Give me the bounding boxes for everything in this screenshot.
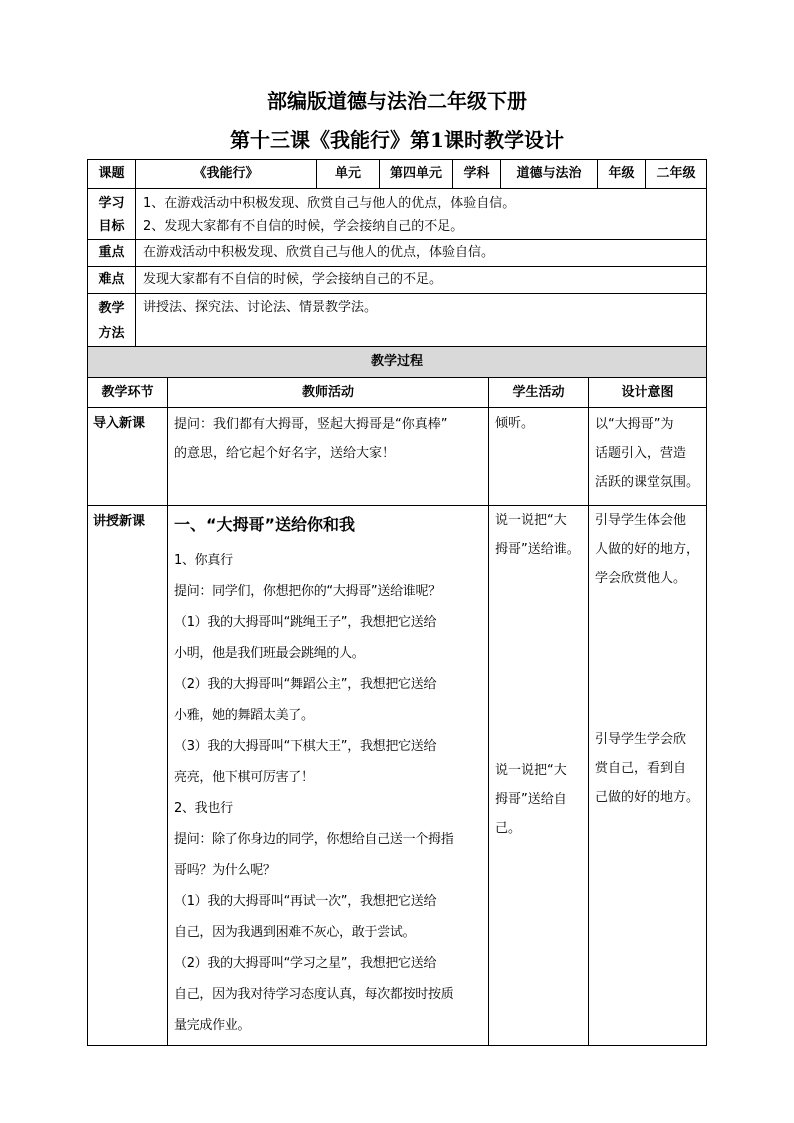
key-point-label: 重点 (98, 245, 125, 260)
difficulty-value: 发现大家都有不自信的时候，学会接纳自己的不足。 (143, 272, 443, 287)
new-lesson-intent-2 (595, 725, 705, 812)
student-line: 己。 (495, 821, 522, 836)
intent-line: 引导学生体会他 (595, 513, 687, 528)
grade-value: 二年级 (656, 166, 696, 181)
grade-label: 年级 (608, 166, 635, 181)
intent-line: 引导学生学会欣 (595, 732, 687, 747)
teacher-line: （2）我的大拇哥叫“舞蹈公主”，我想把它送给 (174, 677, 437, 692)
teacher-line: 1、你真行 (174, 553, 233, 568)
teacher-line: 自己，因为我对待学习态度认真，每次都按时按质 (174, 987, 454, 1002)
teacher-line: （1）我的大拇哥叫“再试一次”，我想把它送给 (174, 894, 437, 909)
new-lesson-student-1 (495, 506, 587, 564)
intro-intent-line: 活跃的课堂氛围。 (595, 475, 700, 490)
column-header-stage: 教学环节 (101, 385, 154, 400)
goals-label-line1: 学习 (98, 196, 125, 211)
key-point-value: 在游戏活动中积极发现、欣赏自己与他人的优点，体验自信。 (143, 245, 495, 260)
teacher-line: 哥吗？为什么呢？ (174, 863, 276, 878)
student-line: 说一说把“大 (495, 763, 567, 778)
method-label (88, 296, 135, 346)
intent-line: 己做的好的地方。 (595, 790, 700, 805)
intro-student: 倾听。 (495, 416, 535, 431)
intro-teacher-line: 的意思，给它起个好名字，送给大家！ (174, 446, 396, 461)
unit-label: 单元 (334, 166, 361, 181)
intent-line: 人做的好的地方， (595, 542, 700, 557)
column-header-teacher: 教师活动 (301, 385, 354, 400)
new-lesson-student-2 (495, 756, 587, 843)
intro-teacher (174, 410, 486, 468)
goals-label (88, 192, 135, 238)
teacher-line: （2）我的大拇哥叫“学习之星”，我想把它送给 (174, 956, 437, 971)
goal-item: 2、发现大家都有不自信的时候，学会接纳自己的不足。 (143, 219, 464, 234)
difficulty-label: 难点 (98, 272, 125, 287)
method-label-line2: 方法 (98, 326, 125, 341)
teacher-line: 2、我也行 (174, 801, 233, 816)
teacher-line: 亮亮，他下棋可厉害了！ (174, 770, 314, 785)
teacher-line: （3）我的大拇哥叫“下棋大王”，我想把它送给 (174, 739, 437, 754)
student-line: 拇哥”送给自 (495, 792, 567, 807)
student-line: 拇哥”送给谁。 (495, 542, 580, 557)
teacher-line: 小明，他是我们班最会跳绳的人。 (174, 646, 365, 661)
new-lesson-heading: 一、“大拇哥”送给你和我 (174, 515, 356, 534)
goal-item: 1、在游戏活动中积极发现、欣赏自己与他人的优点，体验自信。 (143, 196, 516, 211)
subject-value: 道德与法治 (516, 166, 582, 181)
course-value: 《我能行》 (193, 166, 259, 181)
method-value: 讲授法、探究法、讨论法、情景教学法。 (143, 300, 378, 315)
goals-label-line2: 目标 (98, 219, 125, 234)
intent-line: 学会欣赏他人。 (595, 571, 687, 586)
student-line: 说一说把“大 (495, 513, 567, 528)
document-title: 部编版道德与法治二年级下册 (267, 89, 527, 113)
teacher-line: 提问：除了你身边的同学，你想给自己送一个拇指 (174, 832, 454, 847)
process-header: 教学过程 (370, 354, 423, 369)
goals-list (143, 192, 703, 238)
teacher-line: 自己，因为我遇到困难不灰心，敢于尝试。 (174, 925, 416, 940)
teacher-line: （1）我的大拇哥叫“跳绳王子”，我想把它送给 (174, 615, 437, 630)
subject-label: 学科 (463, 166, 490, 181)
intent-line: 赏自己，看到自 (595, 761, 687, 776)
intro-intent-line: 以“大拇哥”为 (595, 417, 674, 432)
document-subtitle: 第十三课《我能行》第1课时教学设计 (230, 128, 564, 152)
teacher-line: 小雅，她的舞蹈太美了。 (174, 708, 314, 723)
intro-intent (595, 410, 705, 497)
teacher-line: 量完成作业。 (174, 1018, 251, 1033)
course-label: 课题 (98, 166, 125, 181)
column-header-intent: 设计意图 (621, 385, 674, 400)
new-lesson-teacher (174, 545, 487, 1041)
method-label-line1: 教学 (98, 301, 125, 316)
teacher-line: 提问：同学们，你想把你的“大拇哥”送给谁呢？ (174, 584, 441, 599)
intro-intent-line: 话题引入，营造 (595, 446, 687, 461)
new-lesson-intent-1 (595, 506, 705, 593)
unit-value: 第四单元 (389, 166, 442, 181)
intro-teacher-line: 提问：我们都有大拇哥，竖起大拇哥是“你真棒” (174, 417, 448, 432)
intro-stage: 导入新课 (93, 416, 146, 431)
new-lesson-stage: 讲授新课 (93, 514, 146, 529)
column-header-student: 学生活动 (512, 385, 565, 400)
